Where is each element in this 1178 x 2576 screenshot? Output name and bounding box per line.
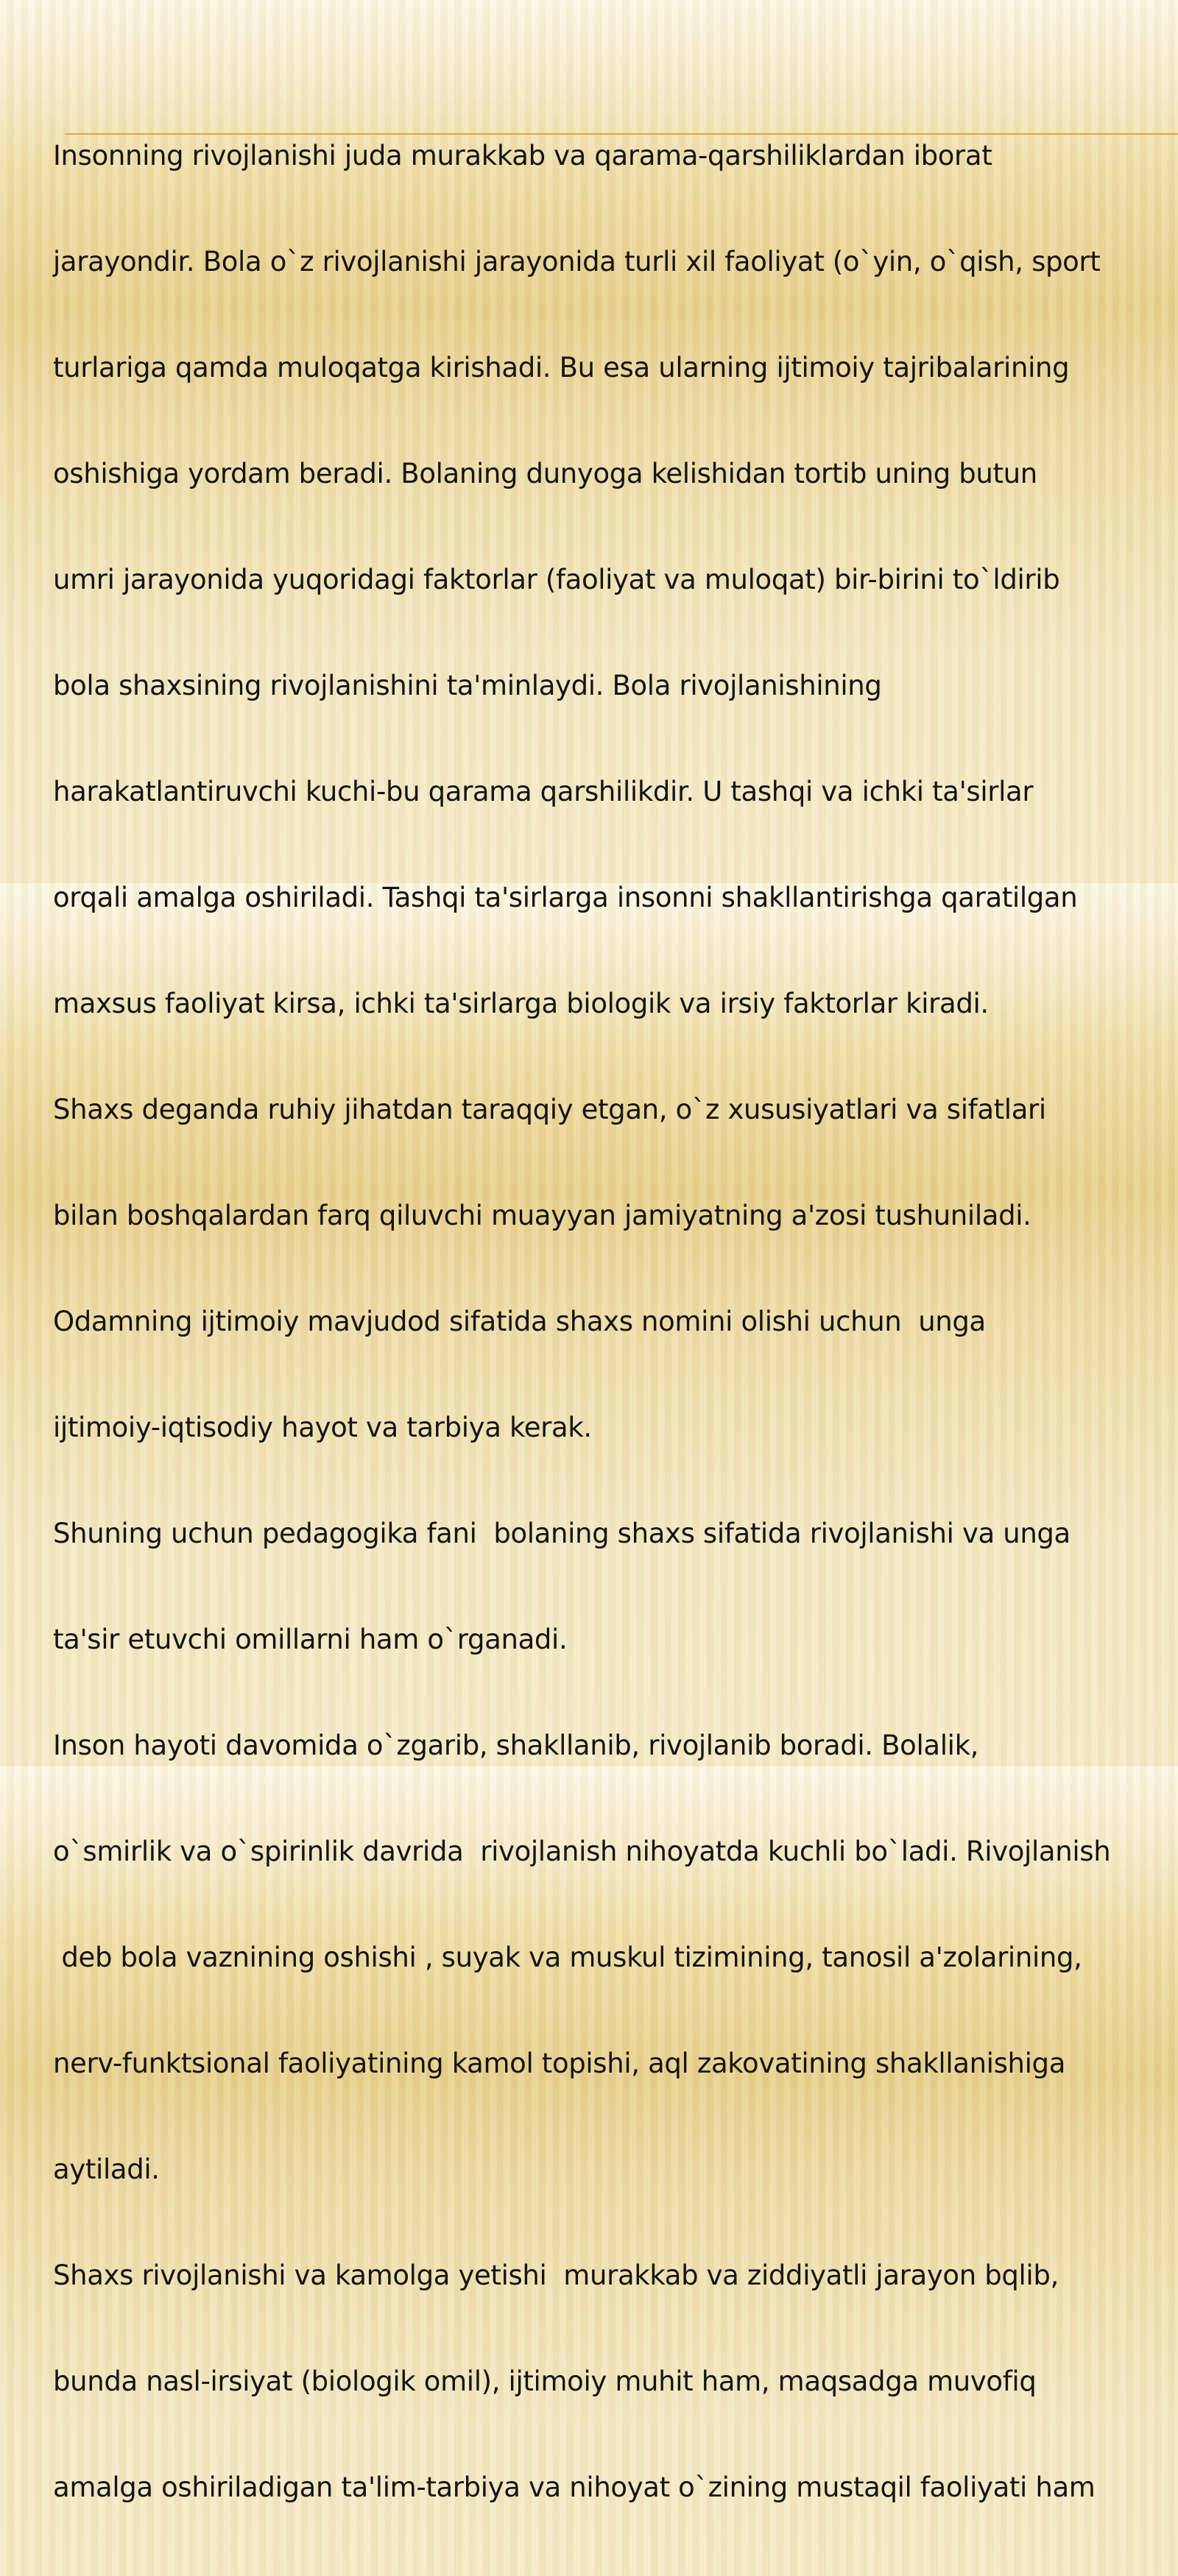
text-line: Inson hayoti davomida o`zgarib, shakllanib, rivojlanib boradi. Bolalik, <box>53 1730 979 1761</box>
text-line: o`smirlik va o`spirinlik davrida rivojlanish nihoyatda kuchli bo`ladi. Rivojlanish <box>53 1836 1111 1867</box>
text-line: turlariga qamda muloqatga kirishadi. Bu esa ularning ijtimoiy tajribalarining <box>53 352 1070 383</box>
text-line: deb bola vaznining oshishi , suyak va muskul tizimining, tanosil a'zolarining, <box>53 1942 1082 1973</box>
text-line: oshishiga yordam beradi. Bolaning dunyoga kelishidan tortib uning butun <box>53 458 1037 489</box>
text-line: nerv-funktsional faoliyatining kamol topishi, aql zakovatining shakllanishiga <box>53 2048 1066 2079</box>
text-line: harakatlantiruvchi kuchi-bu qarama qarshilikdir. U tashqi va ichki ta'sirlar <box>53 776 1034 807</box>
text-line: amalga oshiriladigan ta'lim-tarbiya va nihoyat o`zining mustaqil faoliyati ham <box>53 2471 1096 2503</box>
text-line: ta'sir etuvchi omillarni ham o`rganadi. <box>53 1624 568 1655</box>
text-line: Odamning ijtimoiy mavjudod sifatida shaxs nomini olishi uchun unga <box>53 1306 986 1337</box>
text-line: maxsus faoliyat kirsa, ichki ta'sirlarga biologik va irsiy faktorlar kiradi. <box>53 988 989 1019</box>
text-line: jarayondir. Bola o`z rivojlanishi jarayonida turli xil faoliyat (o`yin, o`qish, sport <box>53 246 1101 277</box>
text-line: Shuning uchun pedagogika fani bolaning shaxs sifatida rivojlanishi va unga <box>53 1518 1071 1549</box>
text-line: orqali amalga oshiriladi. Tashqi ta'sirlarga insonni shakllantirishga qaratilgan <box>53 882 1078 913</box>
text-line: aytiladi. <box>53 2154 160 2185</box>
text-line: Shaxs deganda ruhiy jihatdan taraqqiy etgan, o`z xususiyatlari va sifatlari <box>53 1094 1046 1125</box>
text-line: bola shaxsining rivojlanishini ta'minlaydi. Bola rivojlanishining <box>53 670 882 701</box>
text-line: Shaxs rivojlanishi va kamolga yetishi murakkab va ziddiyatli jarayon bqlib, <box>53 2260 1059 2291</box>
slide-body-text <box>53 68 1168 2503</box>
text-line: umri jarayonida yuqoridagi faktorlar (faoliyat va muloqat) bir-birini to`ldirib <box>53 564 1060 595</box>
text-line: ijtimoiy-iqtisodiy hayot va tarbiya kerak. <box>53 1412 592 1443</box>
text-line: bunda nasl-irsiyat (biologik omil), ijtimoiy muhit ham, maqsadga muvofiq <box>53 2366 1037 2397</box>
text-line: Insonning rivojlanishi juda murakkab va qarama-qarshiliklardan iborat <box>53 140 992 171</box>
text-line: bilan boshqalardan farq qiluvchi muayyan jamiyatning a'zosi tushuniladi. <box>53 1200 1031 1231</box>
